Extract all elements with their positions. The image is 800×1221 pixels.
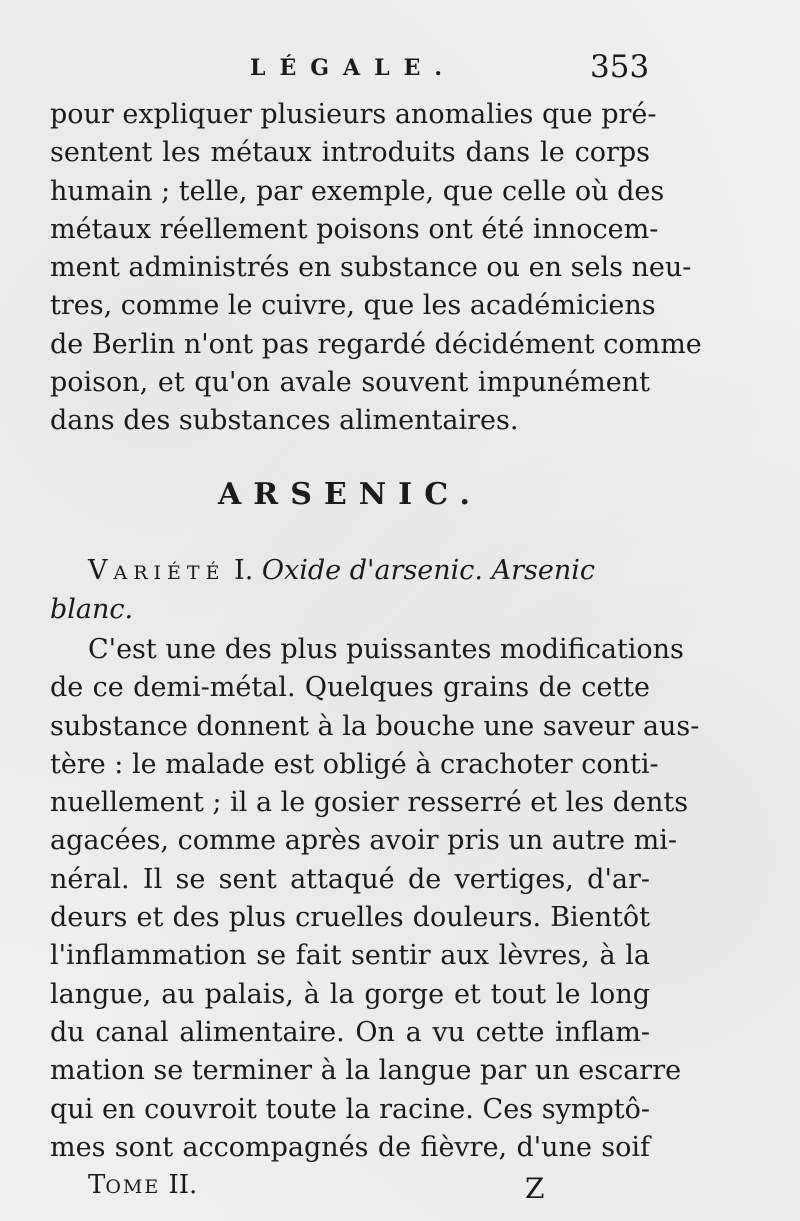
tome-number: II. — [168, 1170, 198, 1200]
text-line: ment administrés en substance ou en sels neu- — [50, 252, 692, 284]
tome-rest: OME — [105, 1176, 161, 1198]
variety-name-continued: blanc. — [50, 594, 134, 625]
text-line: qui en couvroit toute la racine. Ces symptô- — [50, 1093, 650, 1125]
text-line: dans des substances alimentaires. — [50, 405, 519, 437]
variety-label-rest: ARIÉTÉ — [113, 562, 226, 584]
volume-signature — [88, 1170, 197, 1200]
text-line: tère : le malade est obligé à crachoter conti- — [50, 748, 659, 780]
text-line: C'est une des plus puissantes modifications — [88, 634, 684, 665]
text-line: agacées, comme après avoir pris un autre mi- — [50, 825, 677, 857]
text-line: l'inflammation se fait sentir aux lèvres, à la — [50, 940, 650, 972]
text-line: pour expliquer plusieurs anomalies que pré- — [50, 99, 657, 130]
printer-signature-mark: Z — [525, 1172, 545, 1205]
variety-heading — [88, 555, 650, 586]
text-line: deurs et des plus cruelles douleurs. Bientôt — [50, 902, 650, 934]
text-line: néral. Il se sent attaqué de vertiges, d'ar- — [50, 863, 650, 895]
variety-name: Oxide d'arsenic. Arsenic — [261, 555, 595, 586]
section-title: ARSENIC. — [218, 477, 482, 512]
paragraph-1 — [50, 96, 702, 441]
variety-label-initial: V — [88, 555, 114, 586]
text-line: poison, et qu'on avale souvent impunément — [50, 367, 650, 399]
text-line: langue, au palais, à la gorge et tout le long — [50, 978, 650, 1010]
text-line: du canal alimentaire. On a vu cette inflam- — [50, 1016, 650, 1048]
variety-number: I. — [234, 555, 254, 586]
text-line: sentent les métaux introduits dans le corps — [50, 137, 650, 169]
text-line: de ce demi-métal. Quelques grains de cette — [50, 672, 650, 704]
text-line: mes sont accompagnés de fièvre, d'une soif — [50, 1131, 650, 1163]
tome-initial: T — [88, 1170, 106, 1200]
running-title: LÉGALE. — [250, 55, 456, 81]
text-line: mation se terminer à la langue par un escarre — [50, 1055, 682, 1087]
text-line: nuellement ; il a le gosier resserré et les dents — [50, 787, 689, 819]
text-line: tres, comme le cuivre, que les académiciens — [50, 290, 656, 322]
text-line: humain ; telle, par exemple, que celle où des — [50, 175, 665, 207]
page-number: 353 — [590, 49, 650, 85]
paragraph-2 — [50, 631, 700, 1167]
text-line: substance donnent à la bouche une saveur aus- — [50, 710, 700, 742]
text-line: de Berlin n'ont pas regardé décidément comme — [50, 328, 702, 360]
text-line: métaux réellement poisons ont été innocem- — [50, 213, 659, 245]
